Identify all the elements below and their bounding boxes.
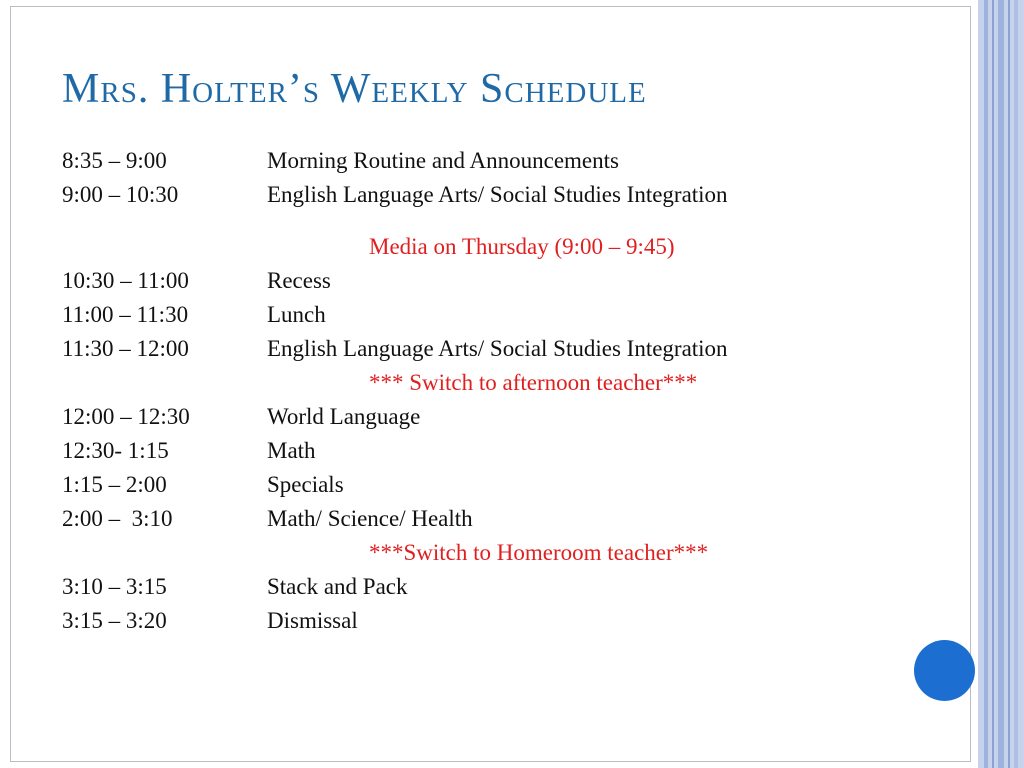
- activity: Stack and Pack: [267, 574, 408, 599]
- schedule-row: [62, 574, 892, 600]
- schedule-note: *** Switch to afternoon teacher***: [369, 370, 698, 395]
- decorative-stripes: [978, 0, 1024, 768]
- stripe: [998, 0, 1004, 768]
- activity: Math/ Science/ Health: [267, 506, 473, 531]
- time-slot: 3:15 – 3:20: [62, 608, 167, 633]
- activity: English Language Arts/ Social Studies Integration: [267, 336, 728, 361]
- decorative-circle: [914, 640, 975, 701]
- time-slot: 1:15 – 2:00: [62, 472, 167, 497]
- schedule-note: Media on Thursday (9:00 – 9:45): [369, 234, 675, 259]
- activity: Math: [267, 438, 316, 463]
- time-slot: 2:00 – 3:10: [62, 506, 173, 531]
- stripe: [992, 0, 994, 768]
- time-slot: 12:30- 1:15: [62, 438, 169, 463]
- schedule-row: [62, 506, 892, 532]
- schedule-row: [62, 472, 892, 498]
- slide-title: Mrs. Holter’s Weekly Schedule: [62, 66, 647, 112]
- time-slot: 11:30 – 12:00: [62, 336, 189, 361]
- time-slot: 8:35 – 9:00: [62, 148, 167, 173]
- time-slot: 11:00 – 11:30: [62, 302, 189, 327]
- activity: English Language Arts/ Social Studies Integration: [267, 182, 728, 207]
- schedule-row: [62, 148, 892, 174]
- time-slot: 10:30 – 11:00: [62, 268, 189, 293]
- activity: Morning Routine and Announcements: [267, 148, 619, 173]
- schedule-row: [62, 608, 892, 634]
- activity: Dismissal: [267, 608, 358, 633]
- stripe: [984, 0, 988, 768]
- time-slot: 3:10 – 3:15: [62, 574, 167, 599]
- activity: Specials: [267, 472, 344, 497]
- schedule-row: [62, 404, 892, 430]
- activity: World Language: [267, 404, 421, 429]
- schedule-row: [62, 302, 892, 328]
- schedule-list: [62, 148, 892, 642]
- schedule-note: ***Switch to Homeroom teacher***: [369, 540, 709, 565]
- activity: Lunch: [267, 302, 326, 327]
- stripe: [1008, 0, 1010, 768]
- time-slot: 9:00 – 10:30: [62, 182, 179, 207]
- schedule-row: [62, 268, 892, 294]
- stripe: [1014, 0, 1018, 768]
- schedule-row: [62, 438, 892, 464]
- schedule-row: [62, 336, 892, 362]
- activity: Recess: [267, 268, 331, 293]
- schedule-row: [62, 182, 892, 208]
- time-slot: 12:00 – 12:30: [62, 404, 190, 429]
